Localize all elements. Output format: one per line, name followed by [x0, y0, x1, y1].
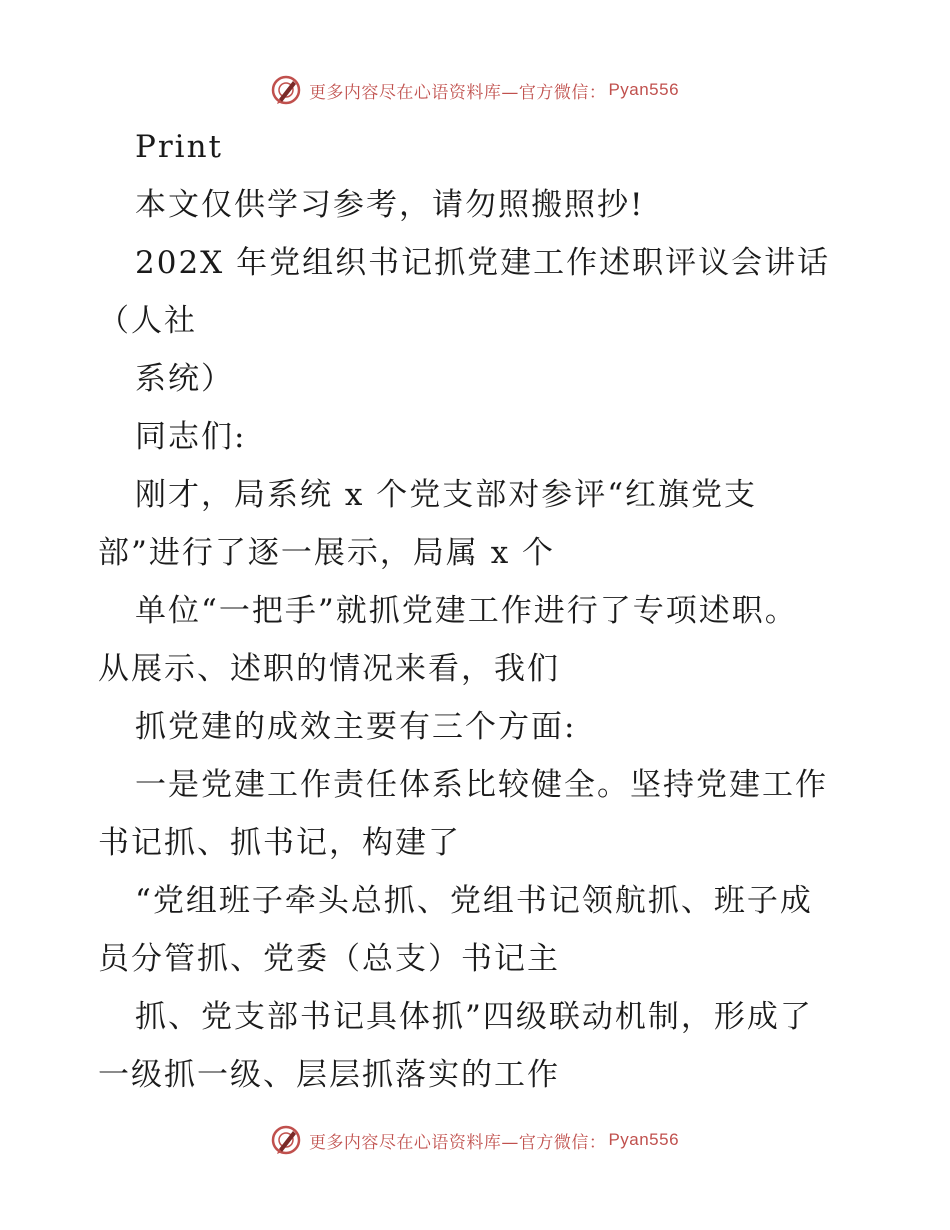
- pen-logo-icon: [271, 75, 301, 105]
- banner-wechat-id: Pyan556: [608, 1130, 680, 1149]
- document-title-line: （人社: [98, 303, 197, 339]
- text-line: 书记抓、抓书记，构建了: [98, 825, 461, 861]
- pen-logo-icon: [271, 1125, 301, 1155]
- text-line: 单位“一把手”就抓党建工作进行了专项述职。: [135, 593, 798, 629]
- banner-text: 更多内容尽在心语资料库—官方微信：: [308, 82, 607, 103]
- document-title-line: 202X 年党组织书记抓党建工作述职评议会讲话: [135, 245, 831, 281]
- document-title-line: 系统）: [135, 361, 234, 397]
- text-line: 一是党建工作责任体系比较健全。坚持党建工作: [135, 767, 828, 803]
- text-line: 抓党建的成效主要有三个方面:: [135, 709, 577, 745]
- text-line: 从展示、述职的情况来看，我们: [98, 651, 560, 687]
- text-line: “党组班子牵头总抓、党组书记领航抓、班子成: [135, 883, 813, 919]
- text-line: 员分管抓、党委（总支）书记主: [98, 941, 560, 977]
- banner-text: 更多内容尽在心语资料库—官方微信：: [308, 1132, 607, 1153]
- text-line: 抓、党支部书记具体抓”四级联动机制，形成了: [135, 999, 813, 1035]
- header-banner: [0, 70, 950, 110]
- text-line: 部”进行了逐一展示，局属 x 个: [98, 535, 556, 571]
- document-body: [98, 118, 858, 1104]
- text-line: 一级抓一级、层层抓落实的工作: [98, 1057, 560, 1093]
- banner-wechat-id: Pyan556: [608, 80, 680, 99]
- text-line: 刚才，局系统 x 个党支部对参评“红旗党支: [135, 477, 758, 513]
- text-line: Print: [135, 129, 224, 165]
- footer-banner: [0, 1120, 950, 1160]
- text-line: 本文仅供学习参考，请勿照搬照抄!: [135, 187, 645, 223]
- salutation: 同志们:: [135, 419, 247, 455]
